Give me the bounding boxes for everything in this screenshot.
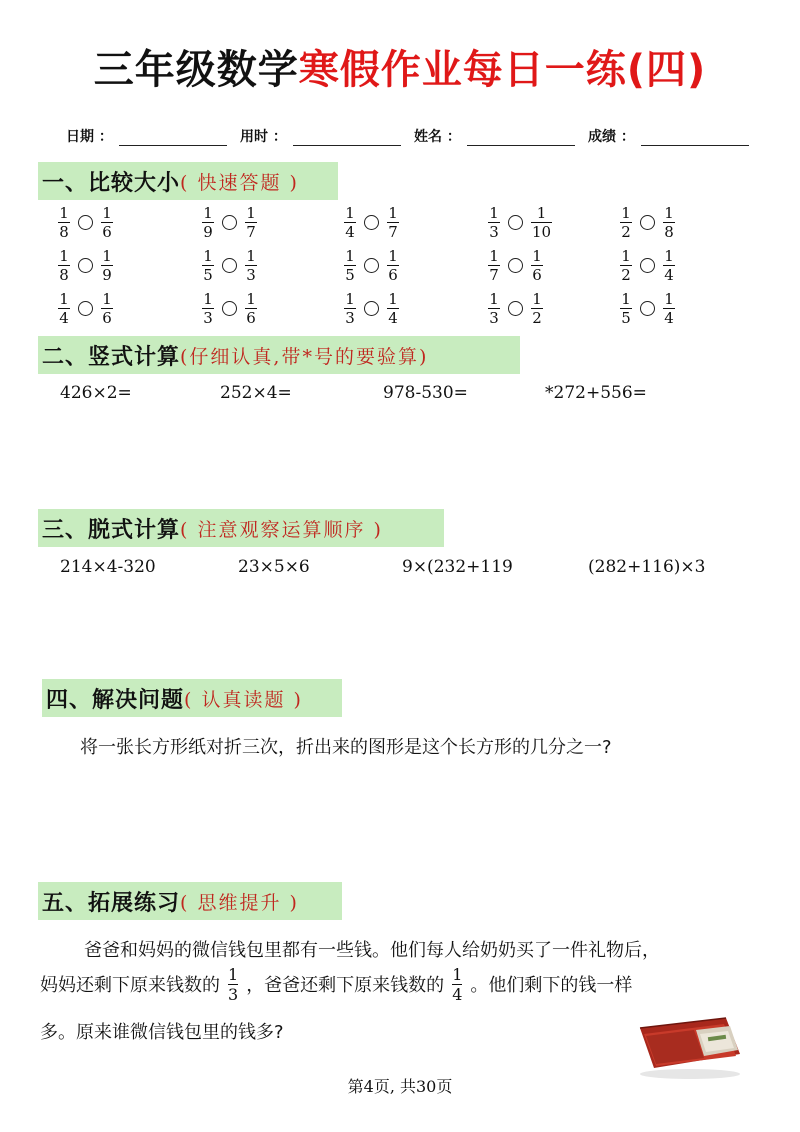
problem-5-text-b: ，爸爸还剩下原来钱数的: [246, 975, 445, 996]
fraction: [58, 205, 70, 240]
fraction-denominator: 10: [532, 223, 552, 241]
answer-circle[interactable]: [640, 258, 655, 273]
fraction-denominator: 7: [246, 223, 256, 241]
fraction-denominator: 5: [203, 266, 213, 284]
fraction: [58, 291, 70, 326]
section-title: 二、竖式计算: [42, 344, 181, 370]
section-title: 四、解决问题: [46, 687, 185, 713]
fraction-denominator: 3: [203, 309, 213, 327]
fraction-numerator: 1: [102, 290, 112, 308]
page-footer: 第4页, 共30页: [347, 1077, 453, 1096]
compare-item: [344, 205, 399, 240]
answer-circle[interactable]: [222, 215, 237, 230]
wallet-icon: [634, 1010, 746, 1080]
fraction: [245, 291, 257, 326]
step-calc-item: 214×4-320: [60, 557, 156, 577]
fraction-numerator: 1: [621, 204, 631, 222]
fraction-denominator: 7: [489, 266, 499, 284]
fraction-numerator: 1: [664, 290, 674, 308]
fraction: [202, 205, 214, 240]
fraction-denominator: 5: [621, 309, 631, 327]
fraction: [488, 291, 500, 326]
compare-item: [488, 205, 552, 240]
fraction: [344, 248, 356, 283]
problem-4-text: 将一张长方形纸对折三次，折出来的图形是这个长方形的几分之一?: [80, 737, 612, 758]
fraction-numerator: 1: [246, 204, 256, 222]
fraction-numerator: 1: [203, 204, 213, 222]
fraction-denominator: 2: [621, 266, 631, 284]
fraction-denominator: 6: [532, 266, 542, 284]
compare-item: [202, 291, 257, 326]
fraction-denominator: 3: [246, 266, 256, 284]
fraction-one-quarter: [452, 966, 462, 1003]
fraction-numerator: 1: [59, 247, 69, 265]
fraction-numerator: 1: [532, 247, 542, 265]
name-label: 姓名 ：: [414, 129, 461, 145]
name-blank[interactable]: [467, 129, 575, 146]
fraction-denominator: 4: [452, 984, 463, 1004]
section-note: ( 认真读题 ): [184, 688, 303, 711]
fraction: [620, 205, 632, 240]
fraction: [663, 248, 675, 283]
fraction-denominator: 2: [532, 309, 542, 327]
fraction: [58, 248, 70, 283]
answer-circle[interactable]: [640, 215, 655, 230]
fraction-denominator: 4: [59, 309, 69, 327]
answer-circle[interactable]: [222, 258, 237, 273]
answer-circle[interactable]: [364, 301, 379, 316]
fraction-denominator: 7: [388, 223, 398, 241]
fraction: [663, 205, 675, 240]
answer-circle[interactable]: [508, 301, 523, 316]
fraction-denominator: 5: [345, 266, 355, 284]
fraction: [387, 248, 399, 283]
section-note: ( 注意观察运算顺序 ): [180, 518, 383, 541]
fraction-numerator: 1: [203, 247, 213, 265]
fraction-denominator: 4: [664, 309, 674, 327]
compare-item: [620, 205, 675, 240]
fraction-numerator: 1: [388, 247, 398, 265]
fraction-denominator: 4: [345, 223, 355, 241]
answer-circle[interactable]: [640, 301, 655, 316]
answer-circle[interactable]: [508, 258, 523, 273]
answer-circle[interactable]: [222, 301, 237, 316]
compare-item: [58, 205, 113, 240]
fraction: [344, 205, 356, 240]
fraction-numerator: 1: [59, 204, 69, 222]
time-label: 用时 ：: [240, 129, 287, 145]
score-label: 成绩 ：: [588, 129, 635, 145]
fraction-denominator: 9: [203, 223, 213, 241]
fraction-numerator: 1: [228, 964, 239, 984]
fraction-denominator: 4: [664, 266, 674, 284]
fraction: [531, 248, 543, 283]
fraction-numerator: 1: [388, 204, 398, 222]
problem-5-text-a: 妈妈还剩下原来钱数的: [40, 975, 220, 996]
fraction-numerator: 1: [102, 204, 112, 222]
fraction: [531, 205, 552, 240]
fraction: [245, 205, 257, 240]
vertical-calc-item: 252×4=: [220, 383, 292, 403]
fraction-one-third: [228, 966, 238, 1003]
fraction-denominator: 8: [59, 266, 69, 284]
fraction-numerator: 1: [345, 204, 355, 222]
page-title: [0, 38, 800, 95]
fraction-numerator: 1: [345, 247, 355, 265]
problem-5-line-3: 多。原来谁微信钱包里的钱多?: [40, 1022, 284, 1043]
fraction-denominator: 6: [388, 266, 398, 284]
fraction-denominator: 4: [388, 309, 398, 327]
date-field[interactable]: [66, 126, 227, 146]
compare-item: [58, 248, 113, 283]
section-step-calc-header: [38, 509, 444, 547]
student-info-row: [66, 126, 766, 150]
compare-item: [344, 248, 399, 283]
fraction: [488, 205, 500, 240]
step-calc-item: (282+116)×3: [588, 557, 706, 577]
fraction-numerator: 1: [246, 290, 256, 308]
fraction-numerator: 1: [489, 290, 499, 308]
section-compare-header: [38, 162, 338, 200]
answer-circle[interactable]: [364, 258, 379, 273]
fraction-numerator: 1: [621, 290, 631, 308]
section-vertical-calc-header: [38, 336, 520, 374]
answer-circle[interactable]: [78, 215, 93, 230]
fraction-numerator: 1: [345, 290, 355, 308]
fraction-denominator: 3: [489, 223, 499, 241]
section-note: ( 快速答题 ): [180, 171, 299, 194]
fraction-denominator: 2: [621, 223, 631, 241]
compare-item: [58, 291, 113, 326]
fraction: [663, 291, 675, 326]
fraction-denominator: 3: [345, 309, 355, 327]
step-calc-item: 23×5×6: [238, 557, 310, 577]
fraction-denominator: 3: [228, 984, 239, 1004]
fraction-numerator: 1: [489, 247, 499, 265]
score-blank[interactable]: [641, 129, 749, 146]
fraction-numerator: 1: [59, 290, 69, 308]
fraction-denominator: 6: [246, 309, 256, 327]
fraction-numerator: 1: [489, 204, 499, 222]
compare-item: [488, 248, 543, 283]
compare-item: [202, 205, 257, 240]
fraction: [620, 248, 632, 283]
answer-circle[interactable]: [508, 215, 523, 230]
compare-item: [620, 291, 675, 326]
fraction: [245, 248, 257, 283]
problem-5-line-1: 爸爸和妈妈的微信钱包里都有一些钱。他们每人给奶奶买了一件礼物后，: [84, 940, 660, 961]
vertical-calc-item: *272+556=: [545, 383, 647, 403]
fraction-numerator: 1: [536, 204, 547, 222]
section-problem-header: [42, 679, 342, 717]
section-title: 三、脱式计算: [42, 517, 181, 543]
time-blank[interactable]: [293, 129, 401, 146]
section-note: (仔细认真,带*号的要验算): [180, 345, 429, 368]
fraction-denominator: 3: [489, 309, 499, 327]
fraction: [202, 248, 214, 283]
compare-item: [202, 248, 257, 283]
fraction: [101, 291, 113, 326]
fraction: [488, 248, 500, 283]
fraction: [101, 248, 113, 283]
name-field[interactable]: [414, 126, 575, 146]
score-field[interactable]: [588, 126, 749, 146]
fraction-denominator: 8: [664, 223, 674, 241]
date-label: 日期 ：: [66, 129, 113, 145]
section-title: 五、拓展练习: [42, 890, 181, 916]
title-red-part: 寒假作业每日一练(四): [298, 47, 707, 93]
fraction-denominator: 8: [59, 223, 69, 241]
fraction: [202, 291, 214, 326]
step-calc-item: 9×(232+119: [402, 557, 513, 577]
fraction-denominator: 6: [102, 223, 112, 241]
title-black-part: 三年级数学: [93, 47, 299, 93]
fraction-numerator: 1: [203, 290, 213, 308]
fraction-numerator: 1: [664, 247, 674, 265]
answer-circle[interactable]: [78, 258, 93, 273]
fraction: [620, 291, 632, 326]
fraction-numerator: 1: [621, 247, 631, 265]
fraction-numerator: 1: [664, 204, 674, 222]
answer-circle[interactable]: [364, 215, 379, 230]
fraction-numerator: 1: [388, 290, 398, 308]
fraction-denominator: 6: [102, 309, 112, 327]
problem-5-line-2: [40, 964, 632, 1004]
vertical-calc-item: 426×2=: [60, 383, 132, 403]
fraction: [531, 291, 543, 326]
section-extension-header: [38, 882, 342, 920]
fraction-numerator: 1: [246, 247, 256, 265]
fraction: [101, 205, 113, 240]
section-title: 一、比较大小: [42, 170, 181, 196]
problem-5-text-c: 。他们剩下的钱一样: [470, 975, 633, 996]
fraction-numerator: 1: [532, 290, 542, 308]
fraction-numerator: 1: [102, 247, 112, 265]
time-field[interactable]: [240, 126, 401, 146]
section-note: ( 思维提升 ): [180, 891, 299, 914]
compare-item: [488, 291, 543, 326]
compare-item: [344, 291, 399, 326]
compare-item: [620, 248, 675, 283]
fraction: [387, 291, 399, 326]
vertical-calc-item: 978-530=: [383, 383, 468, 403]
answer-circle[interactable]: [78, 301, 93, 316]
fraction-denominator: 9: [102, 266, 112, 284]
fraction-numerator: 1: [452, 964, 463, 984]
fraction: [344, 291, 356, 326]
fraction: [387, 205, 399, 240]
date-blank[interactable]: [119, 129, 227, 146]
